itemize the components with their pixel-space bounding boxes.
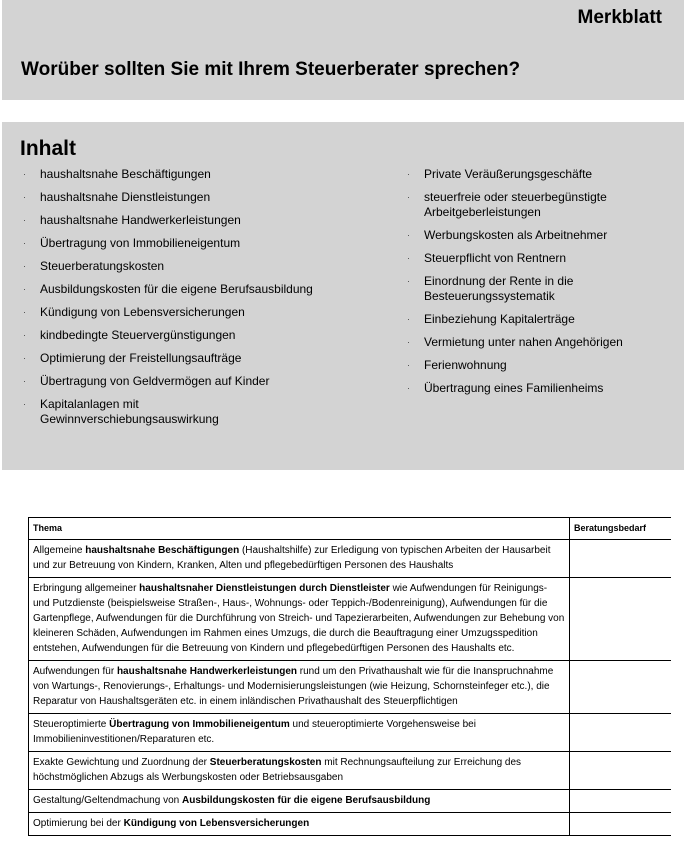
- topic-text: Optimierung bei der: [33, 818, 124, 829]
- topic-keyword: haushaltsnaher Dienstleistungen durch Dienstleister: [139, 583, 390, 594]
- toc-item-label: steuerfreie oder steuerbegünstigte Arbeitgeberleistungen: [424, 190, 607, 219]
- table-row: [29, 813, 672, 836]
- toc-item: [404, 228, 666, 243]
- toc-item-label: Werbungskosten als Arbeitnehmer: [424, 228, 608, 242]
- toc-item-label: Einbeziehung Kapitalerträge: [424, 312, 575, 326]
- toc-item: [20, 305, 320, 320]
- toc-item: [20, 259, 320, 274]
- toc-item: [20, 167, 320, 182]
- toc-heading: Inhalt: [20, 137, 76, 160]
- topic-text: mit Rechnungsaufteilung zur Erreichung des höchstmöglichen Abzugs als Werbungskosten oder Betriebsausgaben: [33, 757, 522, 783]
- topic-cell: [29, 540, 570, 578]
- document-type-label: Merkblatt: [577, 7, 662, 28]
- bullet-icon: ·: [407, 230, 410, 240]
- toc-item-label: Übertragung von Geldvermögen auf Kinder: [40, 374, 270, 388]
- topic-cell: [29, 714, 570, 752]
- topics-table: [28, 517, 671, 836]
- topic-cell: [29, 752, 570, 790]
- toc-item: [20, 282, 320, 297]
- table-of-contents: [2, 122, 684, 470]
- bullet-icon: ·: [23, 215, 26, 225]
- bullet-icon: ·: [23, 261, 26, 271]
- advice-need-cell[interactable]: [570, 540, 672, 578]
- toc-right-column: [404, 167, 666, 404]
- bullet-icon: ·: [23, 399, 26, 409]
- toc-item-label: Kündigung von Lebensversicherungen: [40, 305, 245, 319]
- toc-item-label: Vermietung unter nahen Angehörigen: [424, 335, 623, 349]
- toc-item: [404, 274, 666, 304]
- topic-text: Aufwendungen für: [33, 666, 117, 677]
- bullet-icon: ·: [23, 376, 26, 386]
- toc-item: [404, 190, 666, 220]
- topic-cell: [29, 813, 570, 836]
- toc-item: [404, 335, 666, 350]
- toc-item-label: Ferienwohnung: [424, 358, 507, 372]
- bullet-icon: ·: [23, 353, 26, 363]
- toc-left-column: [20, 167, 320, 435]
- table-row: [29, 714, 672, 752]
- advice-need-cell[interactable]: [570, 714, 672, 752]
- table-row: [29, 790, 672, 813]
- toc-item-label: Steuerpflicht von Rentnern: [424, 251, 567, 265]
- advice-need-cell[interactable]: [570, 752, 672, 790]
- bullet-icon: ·: [407, 337, 410, 347]
- toc-item: [20, 236, 320, 251]
- topics-table-container: [28, 517, 671, 858]
- bullet-icon: ·: [407, 360, 410, 370]
- topic-text: rund um den Privathaushalt wie für die Inanspruchnahme von Wartungs-, Renovierungs-, Erhaltungs- und Modernisierungsleistungen (wie Heizung, Schornsteinfeger etc.), die Reparatur von Haushaltsgeräten etc. in einem inländischen Privathaushalt des Steuerpflichtigen: [33, 666, 554, 707]
- bullet-icon: ·: [407, 276, 410, 286]
- advice-need-cell[interactable]: [570, 813, 672, 836]
- column-header-topic: Thema: [29, 518, 570, 540]
- table-row: [29, 661, 672, 714]
- bullet-icon: ·: [407, 192, 410, 202]
- topic-keyword: Ausbildungskosten für die eigene Berufsausbildung: [181, 795, 431, 806]
- topic-cell: [29, 578, 570, 661]
- topic-cell: [29, 661, 570, 714]
- table-header-row: [29, 518, 672, 540]
- bullet-icon: ·: [23, 307, 26, 317]
- topic-text: Gestaltung/Geltendmachung von: [33, 795, 182, 806]
- advice-need-cell[interactable]: [570, 578, 672, 661]
- toc-item-label: Steuerberatungskosten: [40, 259, 165, 273]
- bullet-icon: ·: [23, 284, 26, 294]
- toc-item-label: Private Veräußerungsgeschäfte: [424, 167, 593, 181]
- toc-item-label: Optimierung der Freistellungsaufträge: [40, 351, 242, 365]
- table-row: [29, 752, 672, 790]
- toc-item: [20, 351, 320, 366]
- toc-item-label: Ausbildungskosten für die eigene Berufsausbildung: [40, 282, 313, 296]
- toc-item-label: Übertragung eines Familienheims: [424, 381, 604, 395]
- toc-item-label: Übertragung von Immobilieneigentum: [40, 236, 241, 250]
- bullet-icon: ·: [23, 238, 26, 248]
- toc-item-label: kindbedingte Steuervergünstigungen: [40, 328, 236, 342]
- toc-item: [20, 213, 320, 228]
- topic-text: Steueroptimierte: [33, 719, 110, 730]
- table-row: [29, 578, 672, 661]
- advice-need-cell[interactable]: [570, 661, 672, 714]
- topic-text: Erbringung allgemeiner: [33, 583, 140, 594]
- bullet-icon: ·: [23, 169, 26, 179]
- toc-item: [20, 397, 320, 427]
- bullet-icon: ·: [407, 314, 410, 324]
- header-band: [2, 0, 684, 100]
- topic-text: (Haushaltshilfe) zur Erledigung von typischen Arbeiten der Hausarbeit und zur Betreuung von Kindern, Kranken, Alten und pflegebedürftigen Personen des Haushalts: [33, 545, 551, 571]
- topic-keyword: Kündigung von Lebensversicherungen: [123, 818, 310, 829]
- toc-item: [404, 312, 666, 327]
- toc-item: [20, 190, 320, 205]
- topic-text: und steueroptimierte Vorgehensweise bei Immobilieninvestitionen/Reparaturen etc.: [33, 719, 476, 745]
- bullet-icon: ·: [23, 330, 26, 340]
- topic-text: Allgemeine: [33, 545, 86, 556]
- toc-item: [404, 167, 666, 182]
- toc-item: [404, 358, 666, 373]
- toc-item: [20, 328, 320, 343]
- toc-item: [404, 381, 666, 396]
- table-row: [29, 540, 672, 578]
- topic-keyword: Steuerberatungskosten: [209, 757, 322, 768]
- toc-item-label: haushaltsnahe Handwerkerleistungen: [40, 213, 241, 227]
- column-header-advice-need: Beratungsbedarf: [570, 518, 672, 540]
- advice-need-cell[interactable]: [570, 790, 672, 813]
- topic-keyword: Übertragung von Immobilieneigentum: [109, 719, 290, 730]
- bullet-icon: ·: [407, 253, 410, 263]
- bullet-icon: ·: [407, 383, 410, 393]
- bullet-icon: ·: [407, 169, 410, 179]
- topic-cell: [29, 790, 570, 813]
- toc-item-label: haushaltsnahe Dienstleistungen: [40, 190, 211, 204]
- toc-item: [20, 374, 320, 389]
- toc-item: [404, 251, 666, 266]
- toc-item-label: Kapitalanlagen mit Gewinnverschiebungsauswirkung: [40, 397, 219, 426]
- page-title: Worüber sollten Sie mit Ihrem Steuerberater sprechen?: [21, 59, 521, 80]
- bullet-icon: ·: [23, 192, 26, 202]
- toc-item-label: haushaltsnahe Beschäftigungen: [40, 167, 211, 181]
- toc-item-label: Einordnung der Rente in die Besteuerungssystematik: [424, 274, 574, 303]
- topic-keyword: haushaltsnahe Beschäftigungen: [85, 545, 240, 556]
- topic-text: Exakte Gewichtung und Zuordnung der: [33, 757, 210, 768]
- topic-keyword: haushaltsnahe Handwerkerleistungen: [116, 666, 298, 677]
- topic-text: wie Aufwendungen für Reinigungs- und Putzdienste (beispielsweise Straßen-, Haus-, Wohnungs- oder Teppich-/Bodenreinigung), Aufwendungen für die Gartenpflege, Aufwendungen für die Durchführung von Streich- und Tapezierarbeiten, Aufwendungen zur Behebung von kleineren Schäden, Aufwendungen im Rahmen eines Umzugs, die durch die Beauftragung einer Umzugsspedition entstehen, Aufwendungen für die Betreuung von Kindern und pflegebedürftigen Personen des Haushalts etc.: [33, 583, 565, 654]
